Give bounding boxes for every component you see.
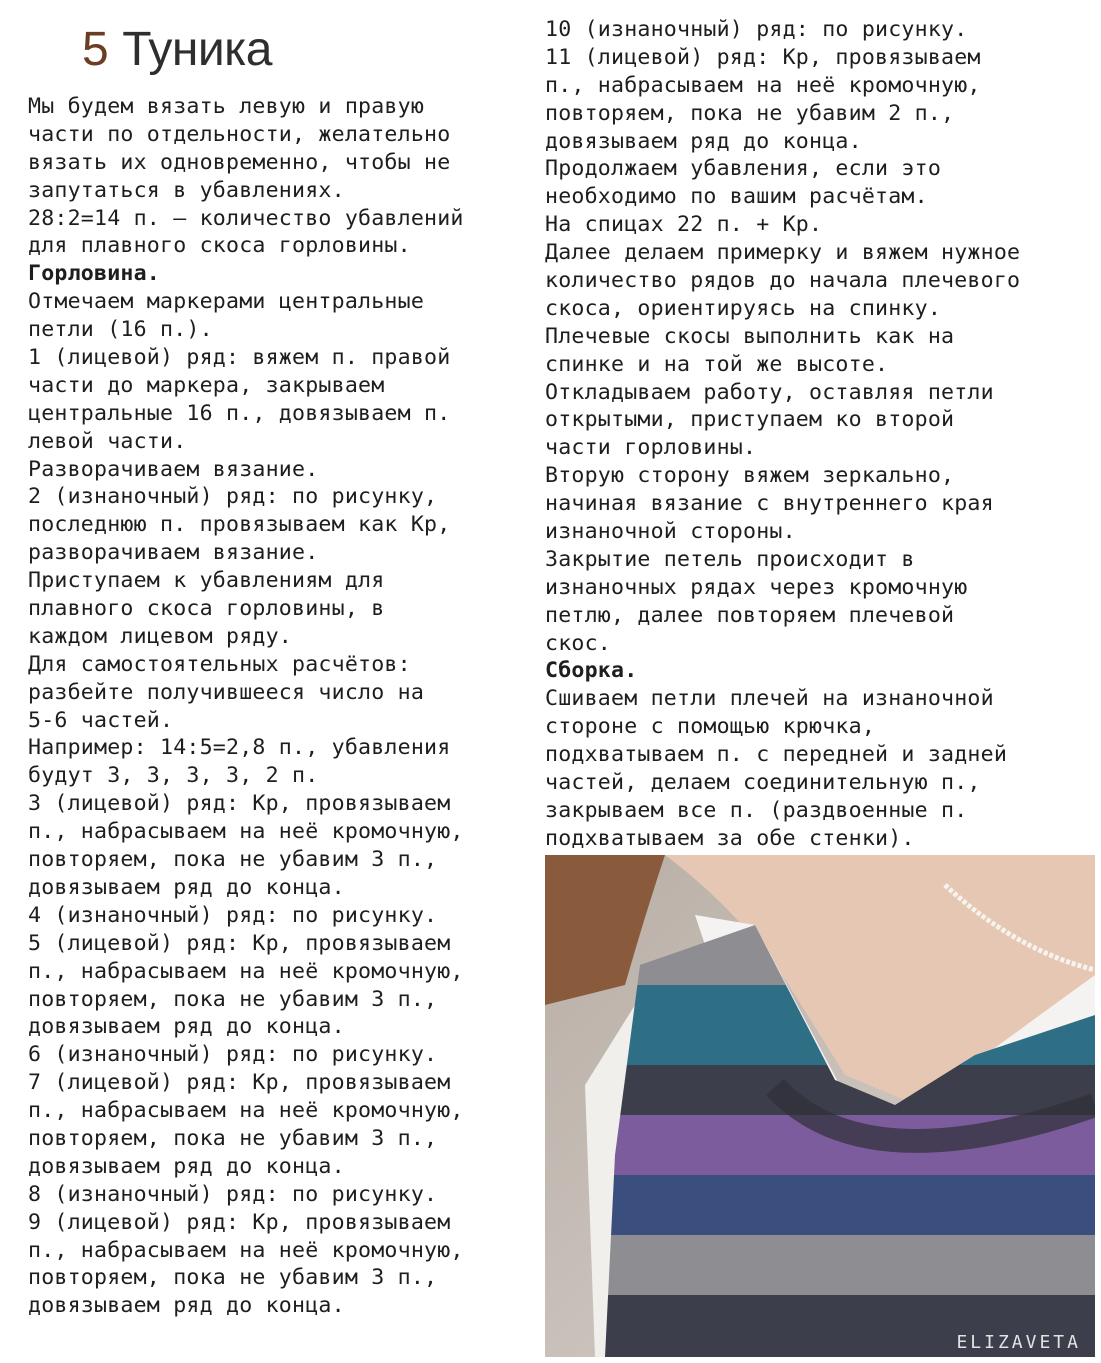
instruction-line: части до маркера, закрываем: [28, 372, 385, 398]
instruction-line: 1 (лицевой) ряд: вяжем п. правой: [28, 345, 451, 371]
instruction-line: части горловины.: [545, 435, 757, 461]
instruction-line: довязываем ряд до конца.: [28, 1153, 345, 1179]
instruction-line: спинке и на той же высоте.: [545, 351, 889, 377]
instruction-line: Разворачиваем вязание.: [28, 456, 319, 482]
instruction-line: закрываем все п. (раздвоенные п.: [545, 797, 968, 823]
watermark: ELIZAVETA: [956, 1332, 1081, 1353]
instruction-line: стороне с помощью крючка,: [545, 714, 876, 740]
instructions-right-column: [545, 16, 1090, 853]
instruction-line: последнюю п. провязываем как Кр,: [28, 512, 451, 538]
tunic-illustration: [545, 855, 1095, 1357]
instruction-line: довязываем ряд до конца.: [28, 1014, 345, 1040]
instruction-line: 2 (изнаночный) ряд: по рисунку,: [28, 484, 438, 510]
instruction-line: разворачиваем вязание.: [28, 540, 319, 566]
instruction-line: Откладываем работу, оставляя петли: [545, 379, 994, 405]
instruction-line: количество рядов до начала плечевого: [545, 268, 1021, 294]
instruction-line: части по отдельности, желательно: [28, 121, 451, 147]
instruction-line: каждом лицевом ряду.: [28, 623, 293, 649]
instruction-line: петли (16 п.).: [28, 317, 213, 343]
instruction-line: 4 (изнаночный) ряд: по рисунку.: [28, 902, 438, 928]
instruction-line: открытыми, приступаем ко второй: [545, 407, 955, 433]
instruction-line: 5 (лицевой) ряд: Кр, провязываем: [28, 930, 451, 956]
instruction-line: 8 (изнаночный) ряд: по рисунку.: [28, 1181, 438, 1207]
instruction-line: п., набрасываем на неё кромочную,: [28, 1237, 464, 1263]
instruction-line: 5-6 частей.: [28, 707, 174, 733]
instruction-line: 7 (лицевой) ряд: Кр, провязываем: [28, 1070, 451, 1096]
instruction-line: разбейте получившееся число на: [28, 679, 425, 705]
instruction-line: скос.: [545, 630, 612, 656]
instruction-line: начиная вязание с внутреннего края: [545, 491, 994, 517]
instruction-line: запутаться в убавлениях.: [28, 177, 345, 203]
instruction-line: довязываем ряд до конца.: [545, 128, 862, 154]
instruction-line: Продолжаем убавления, если это: [545, 156, 942, 182]
instruction-line: Далее делаем примерку и вяжем нужное: [545, 240, 1021, 266]
instruction-line: Приступаем к убавлениям для: [28, 568, 385, 594]
instruction-line: повторяем, пока не убавим 3 п.,: [28, 1265, 438, 1291]
section-title: Туника: [122, 23, 272, 76]
instruction-line: повторяем, пока не убавим 3 п.,: [28, 847, 438, 873]
section-heading: Сборка.: [545, 658, 638, 684]
instruction-line: скоса, ориентируясь на спинку.: [545, 295, 942, 321]
instruction-line: п., набрасываем на неё кромочную,: [28, 1098, 464, 1124]
instruction-line: п., набрасываем на неё кромочную,: [28, 958, 464, 984]
tunic-photo: [545, 855, 1095, 1357]
instruction-line: повторяем, пока не убавим 3 п.,: [28, 1125, 438, 1151]
instruction-line: 3 (лицевой) ряд: Кр, провязываем: [28, 791, 451, 817]
instruction-line: центральные 16 п., довязываем п.: [28, 400, 451, 426]
instruction-line: Для самостоятельных расчётов:: [28, 651, 411, 677]
section-heading: Горловина.: [28, 261, 161, 287]
instruction-line: вязать их одновременно, чтобы не: [28, 149, 451, 175]
instruction-line: Сшиваем петли плечей на изнаночной: [545, 686, 994, 712]
instruction-line: будут 3, 3, 3, 3, 2 п.: [28, 763, 319, 789]
instruction-line: Закрытие петель происходит в: [545, 546, 915, 572]
instruction-line: довязываем ряд до конца.: [28, 874, 345, 900]
instruction-line: п., набрасываем на неё кромочную,: [28, 819, 464, 845]
instruction-line: подхватываем п. с передней и задней: [545, 742, 1008, 768]
instruction-line: подхватываем за обе стенки).: [545, 825, 915, 851]
instruction-line: плавного скоса горловины, в: [28, 596, 385, 622]
instruction-line: изнаночной стороны.: [545, 519, 796, 545]
instruction-line: 28:2=14 п. – количество убавлений: [28, 205, 464, 231]
instruction-line: левой части.: [28, 428, 187, 454]
instruction-line: 6 (изнаночный) ряд: по рисунку.: [28, 1042, 438, 1068]
section-number: 5: [82, 23, 109, 76]
instruction-line: Плечевые скосы выполнить как на: [545, 323, 955, 349]
instruction-line: необходимо по вашим расчётам.: [545, 184, 928, 210]
instruction-line: для плавного скоса горловины.: [28, 233, 411, 259]
instruction-line: петлю, далее повторяем плечевой: [545, 602, 955, 628]
instruction-line: п., набрасываем на неё кромочную,: [545, 72, 981, 98]
instruction-line: 9 (лицевой) ряд: Кр, провязываем: [28, 1209, 451, 1235]
instruction-line: довязываем ряд до конца.: [28, 1293, 345, 1319]
instruction-line: изнаночных рядах через кромочную: [545, 574, 968, 600]
instruction-line: Например: 14:5=2,8 п., убавления: [28, 735, 451, 761]
instructions-left-column: [28, 93, 528, 1320]
instruction-line: Мы будем вязать левую и правую: [28, 94, 425, 119]
instruction-line: На спицах 22 п. + Кр.: [545, 212, 823, 238]
instruction-line: 10 (изнаночный) ряд: по рисунку.: [545, 17, 968, 42]
instruction-line: Вторую сторону вяжем зеркально,: [545, 463, 955, 489]
instruction-line: повторяем, пока не убавим 2 п.,: [545, 100, 955, 126]
instruction-line: повторяем, пока не убавим 3 п.,: [28, 986, 438, 1012]
instruction-line: Отмечаем маркерами центральные: [28, 289, 425, 315]
page-title: [82, 20, 272, 80]
instruction-line: частей, делаем соединительную п.,: [545, 770, 981, 796]
instruction-line: 11 (лицевой) ряд: Кр, провязываем: [545, 44, 981, 70]
